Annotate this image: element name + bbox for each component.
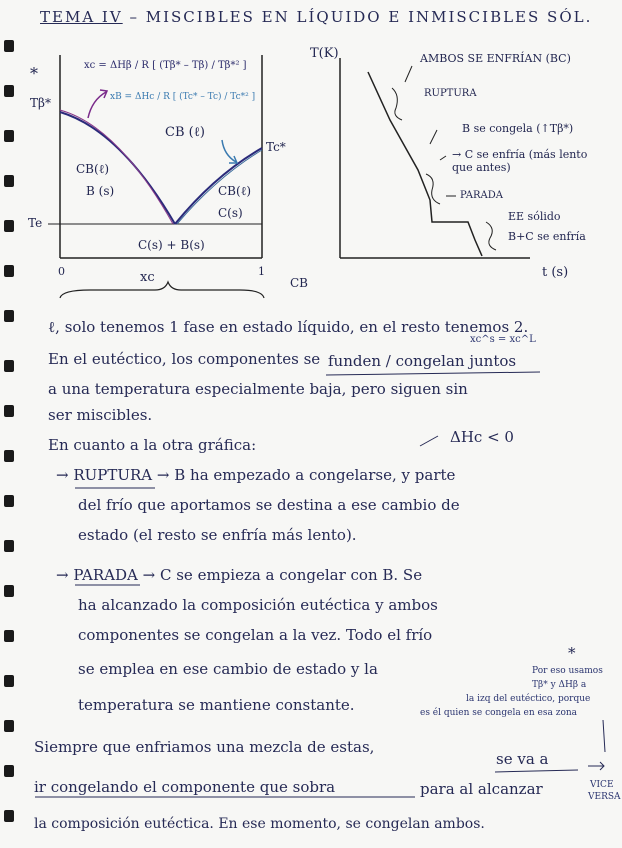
temperature-axis-label: T(K) xyxy=(310,46,339,61)
x-start-label: 0 xyxy=(58,265,65,278)
note-stop: PARADA xyxy=(460,190,504,201)
note-bc-cool: B+C se enfría xyxy=(508,230,586,243)
xb-formula: xB = ΔHc / R [ (Tc* – Tc) / Tc*² ] xyxy=(110,92,256,102)
body-line: del frío que aportamos se destina a ese cambio de xyxy=(78,496,460,514)
side-note-line: Tβ* y ΔHβ a xyxy=(532,680,587,690)
star-mark: * xyxy=(30,64,38,83)
body-line-emphasis: se va a xyxy=(496,750,549,768)
note-rupture: RUPTURA xyxy=(424,88,477,99)
body-line: → RUPTURA → B ha empezado a congelarse, y parte xyxy=(56,466,456,484)
region-right-liquid: CB(ℓ) xyxy=(218,184,252,198)
region-left-solid: B (s) xyxy=(86,184,115,198)
star-mark-2: * xyxy=(568,644,576,662)
body-line: En cuanto a la otra gráfica: xyxy=(48,436,257,454)
xc-formula: xc = ΔHβ / R [ (Tβ* – Tβ) / Tβ*² ] xyxy=(84,60,247,71)
body-line: → PARADA → C se empieza a congelar con B. Se xyxy=(56,566,423,584)
title-rest: – MISCIBLES EN LÍQUIDO E INMISCIBLES SÓL. xyxy=(129,8,593,26)
te-label: Te xyxy=(28,216,43,230)
body-line: En el eutéctico, los componentes se xyxy=(48,350,321,368)
x-end-label: 1 xyxy=(258,265,265,278)
body-line: Siempre que enfriamos una mezcla de estas, xyxy=(34,738,375,756)
vice-versa: VICE xyxy=(590,780,614,790)
side-note-line: Por eso usamos xyxy=(532,666,603,676)
body-line: para al alcanzar xyxy=(420,780,543,798)
region-eutectic-solid: C(s) + B(s) xyxy=(138,238,205,252)
body-line: ha alcanzado la composición eutéctica y ambos xyxy=(78,596,438,614)
tb-star-label: Tβ* xyxy=(30,96,51,110)
body-line: componentes se congelan a la vez. Todo el frío xyxy=(78,626,433,644)
xc-axis-label: xc xyxy=(140,270,155,285)
title-topic: TEMA IV xyxy=(40,8,123,26)
brace-label: CB xyxy=(290,276,308,290)
delta-h-note: ΔHc < 0 xyxy=(450,428,514,446)
region-right-solid: C(s) xyxy=(218,206,243,220)
body-line: ℓ, solo tenemos 1 fase en estado líquido, en el resto tenemos 2. xyxy=(48,318,529,336)
body-line: se emplea en ese cambio de estado y la xyxy=(78,660,378,678)
body-line-emphasis: funden / congelan juntos xyxy=(328,352,517,370)
region-liquid: CB (ℓ) xyxy=(165,125,206,140)
region-left-liquid: CB(ℓ) xyxy=(76,162,110,176)
body-line-emphasis: ir congelando el componente que sobra xyxy=(34,778,336,796)
side-note-line: la izq del eutéctico, porque xyxy=(466,694,591,704)
note-b-freezes: B se congela (↑Tβ*) xyxy=(462,122,574,135)
eq-xc: xc^s = xc^L xyxy=(470,334,536,345)
note-c-cools: → C se enfría (más lento que antes) xyxy=(452,148,588,174)
note-solid: EE sólido xyxy=(508,210,561,223)
time-axis-label: t (s) xyxy=(542,265,569,280)
tc-star-label: Tc* xyxy=(266,140,286,154)
body-line: estado (el resto se enfría más lento). xyxy=(78,526,357,544)
body-line: ser miscibles. xyxy=(48,406,153,424)
body-line: temperatura se mantiene constante. xyxy=(78,696,355,714)
body-line: la composición eutéctica. En ese momento, se congelan ambos. xyxy=(34,816,485,832)
vice-versa: VERSA xyxy=(588,792,621,802)
side-note-line: es él quien se congela en esa zona xyxy=(420,708,578,718)
body-line: a una temperatura especialmente baja, pero siguen sin xyxy=(48,380,468,398)
note-both-cool: AMBOS SE ENFRÍAN (BC) xyxy=(420,52,571,65)
